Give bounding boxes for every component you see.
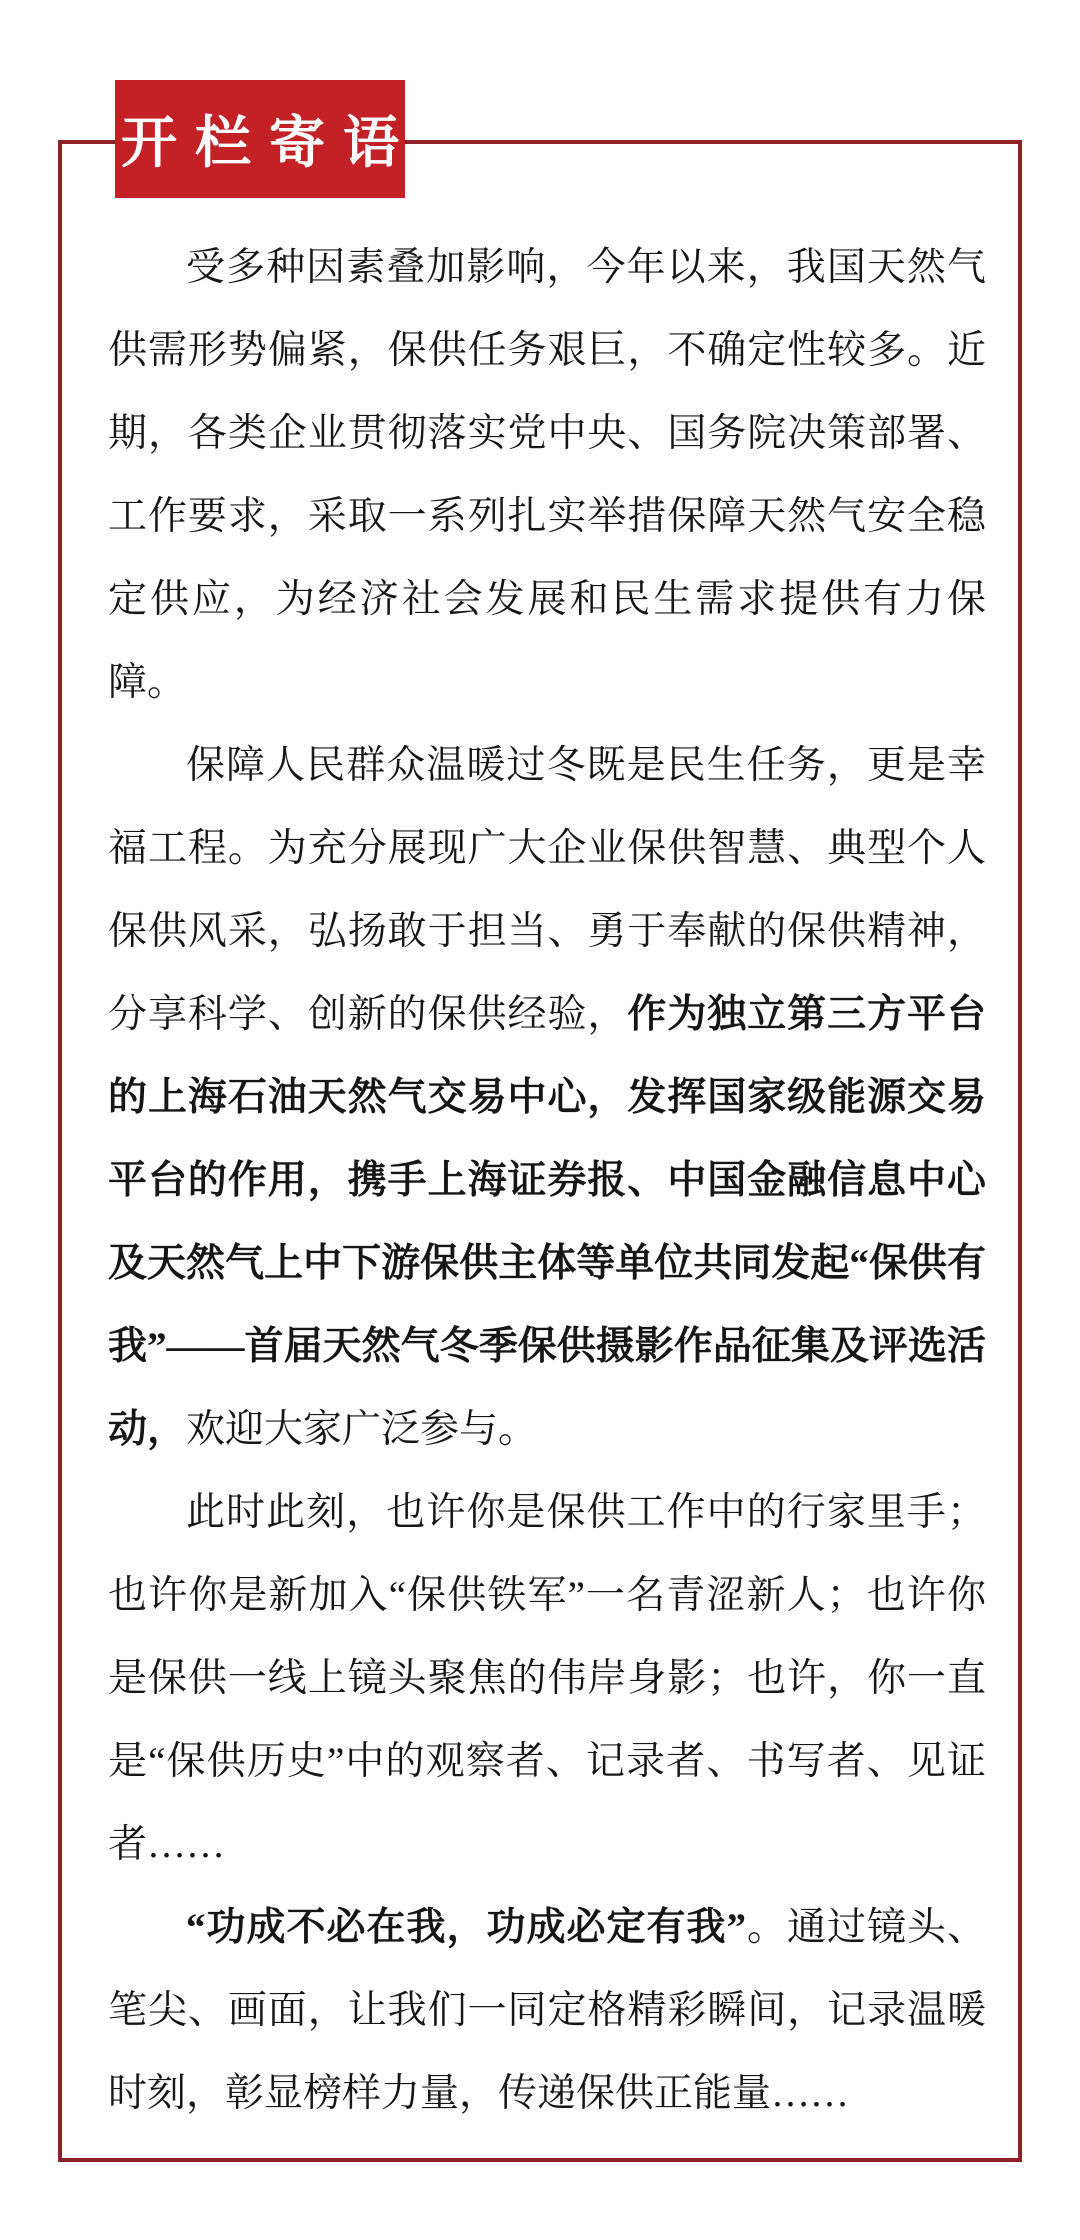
body-text: 。通过镜头、笔尖、画面，让我们一同定格精彩瞬间，记录温暖时刻，彰显榜样力量，传递保供正能量…… — [108, 1906, 986, 2115]
paragraph — [108, 226, 986, 724]
section-badge — [115, 80, 417, 198]
body-text: 保障人民群众温暖过冬既是民生任务，更是幸福工程。为充分展现广大企业保供智慧、典型个人保供风采，弘扬敢于担当、勇于奉献的保供精神，分享科学、创新的保供经验， — [108, 744, 986, 1036]
article-body — [62, 144, 1018, 2135]
body-text: 受多种因素叠加影响，今年以来，我国天然气供需形势偏紧，保供任务艰巨，不确定性较多。近期，各类企业贯彻落实党中央、国务院决策部署、工作要求，采取一系列扎实举措保障天然气安全稳定供应，为经济社会发展和民生需求提供有力保障。 — [108, 246, 986, 704]
body-text: 此时此刻，也许你是保供工作中的行家里手；也许你是新加入“保供铁军”一名青涩新人；也许你是保供一线上镜头聚焦的伟岸身影；也许，你一直是“保供历史”中的观察者、记录者、书写者、见证者…… — [108, 1491, 986, 1866]
emphasis-text: “功成不必在我，功成必定有我” — [186, 1906, 746, 1949]
section-badge-label: 开栏寄语 — [121, 113, 417, 175]
emphasis-text: 作为独立第三方平台的上海石油天然气交易中心，发挥国家级能源交易平台的作用，携手上海证券报、中国金融信息中心及天然气上中下游保供主体等单位共同发起“保供有我”——首届天然气冬季保供摄影作品征集及评选活动， — [108, 993, 986, 1451]
paragraph — [108, 1886, 986, 2135]
paragraph — [108, 724, 986, 1471]
body-text: 欢迎大家广泛参与。 — [186, 1408, 538, 1451]
paragraph — [108, 1471, 986, 1886]
content-frame — [58, 140, 1022, 2162]
